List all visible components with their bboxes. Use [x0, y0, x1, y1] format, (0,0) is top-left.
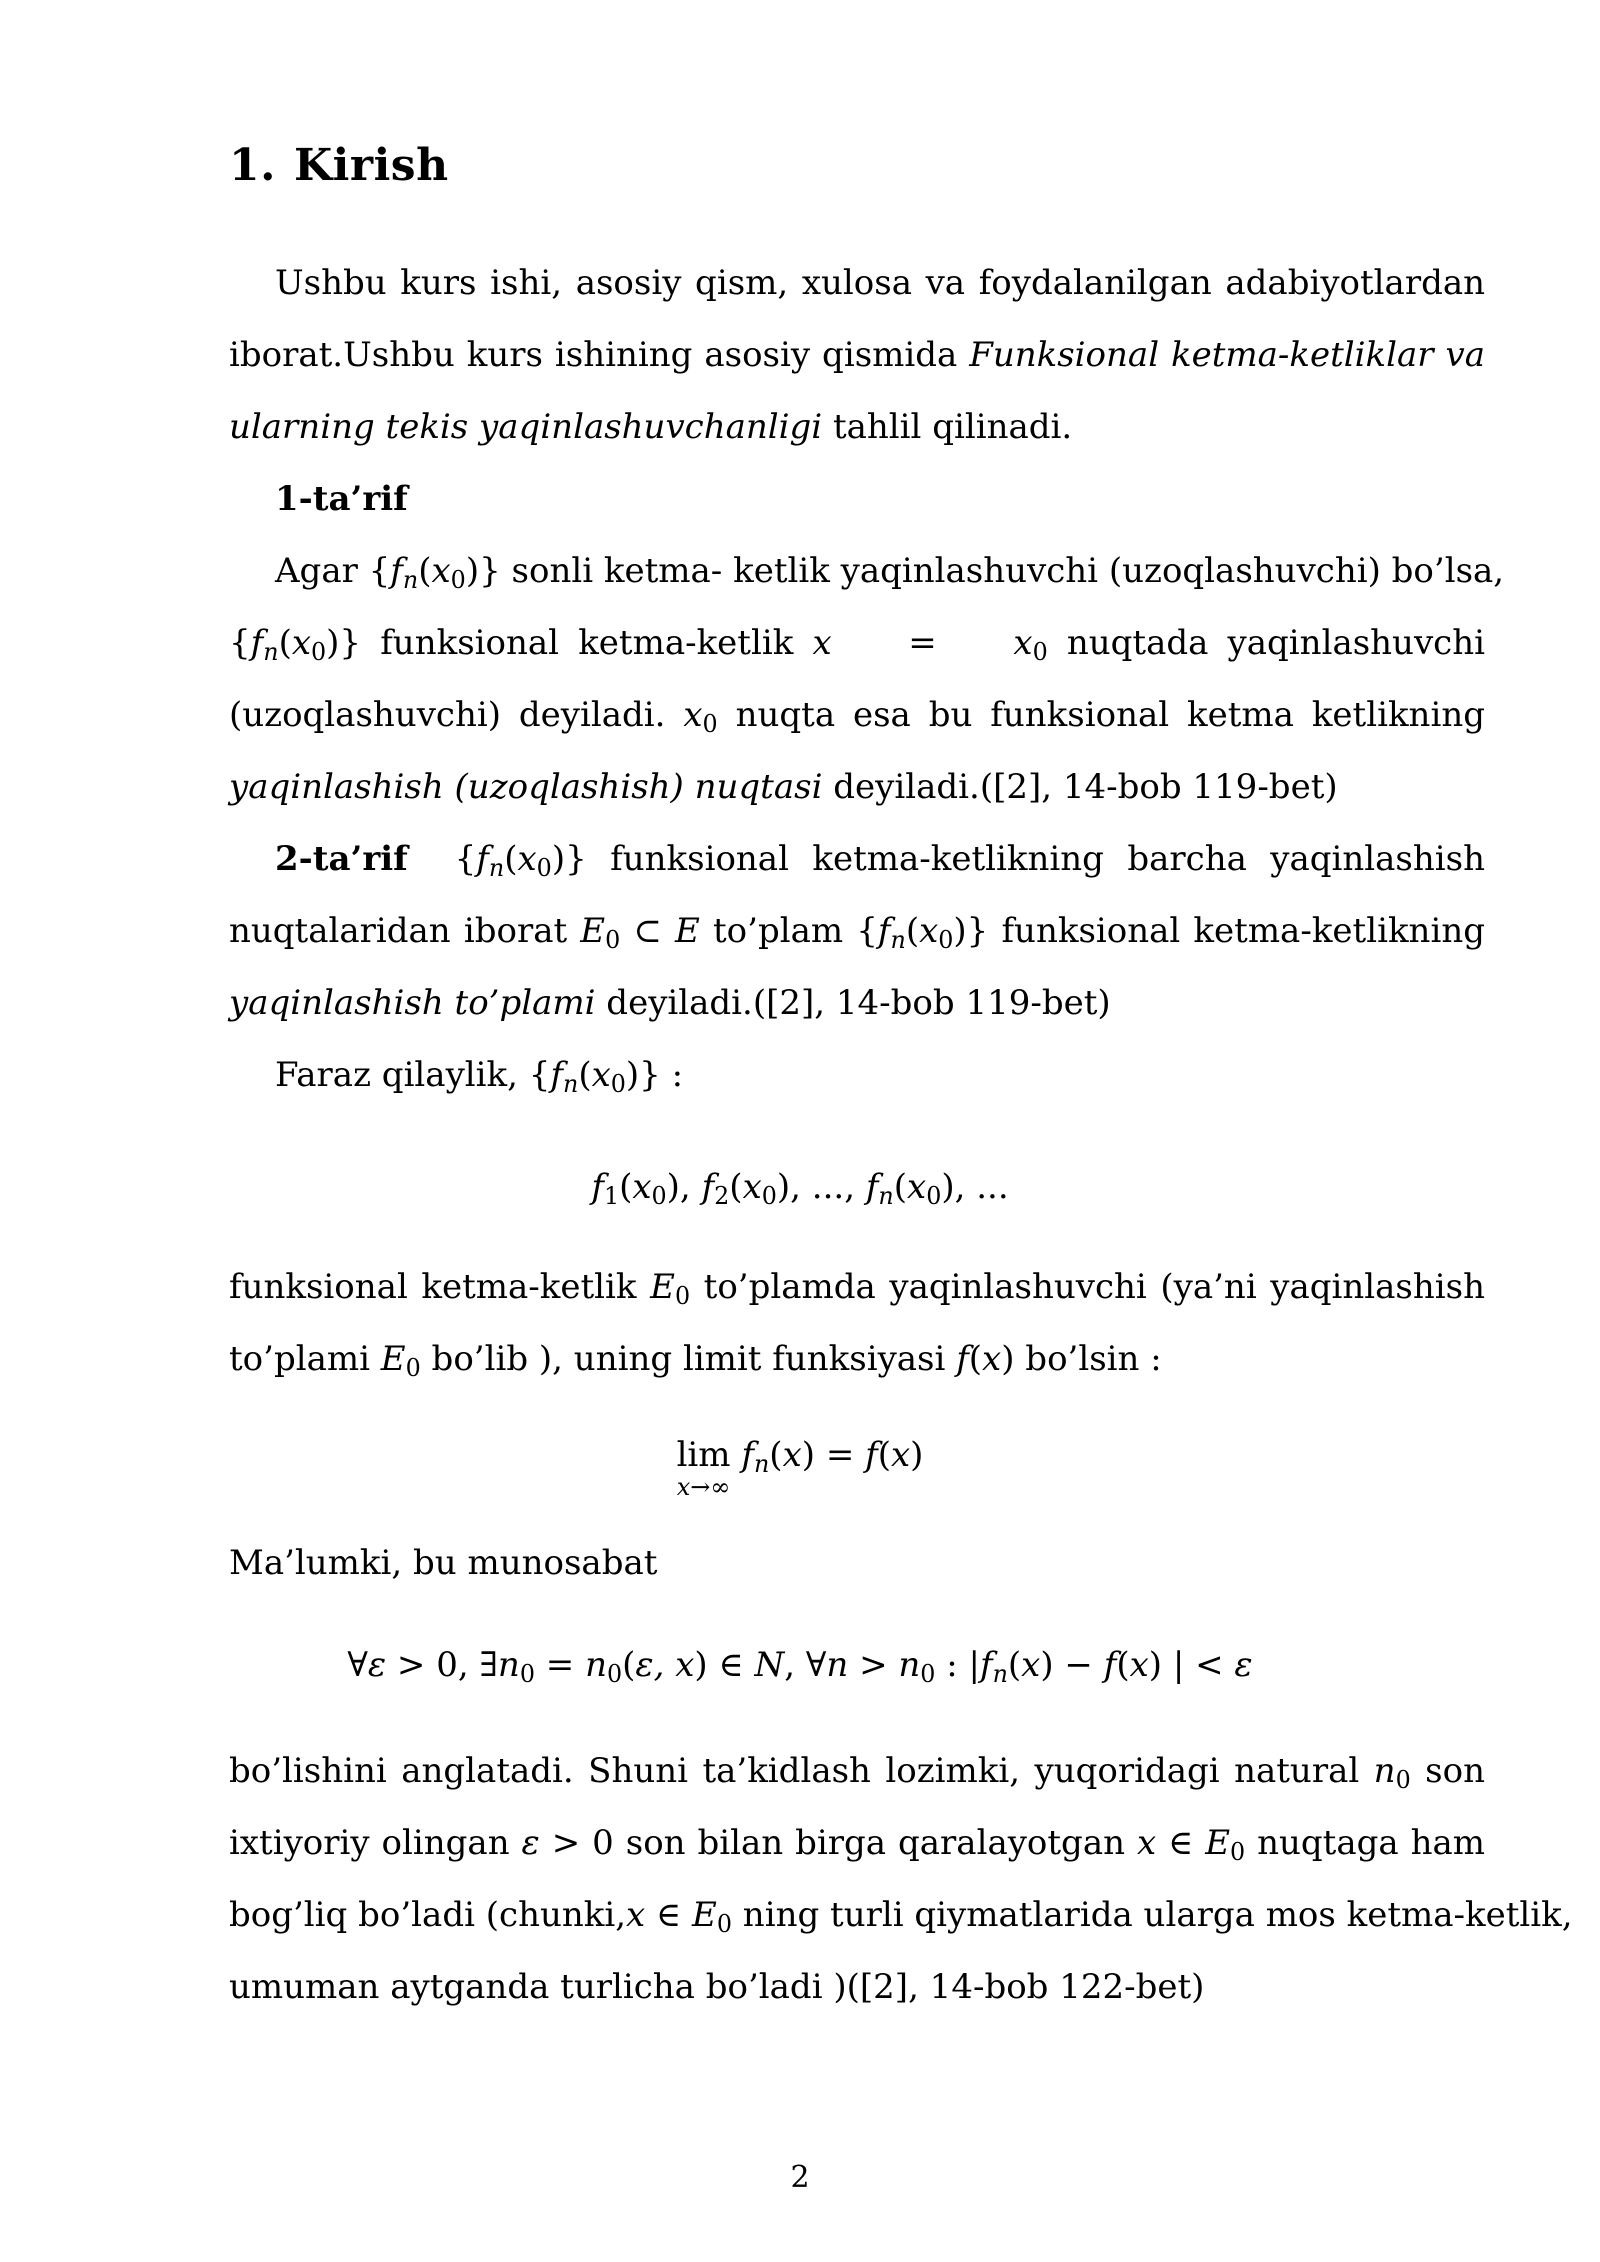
math-fn-x0-set: $\{f_n(x_0)\}$ [368, 551, 501, 594]
math-epsilon-gt-0: ε > 0 [521, 1823, 614, 1863]
definition-1-line-2: $\{f_n(x_0)\}$ funksional ketma-ketlik x = $x_0$ nuqtada yaqinlashuvchi [229, 623, 1485, 666]
math-fn-x0-set: $\{f_n(x_0)\}$ [454, 839, 587, 882]
math-e0: $E_0$ [650, 1267, 691, 1310]
paragraph-conclusion-line-3: bog’liq bo’ladi (chunki,x ∈ $E_0$ ning turli qiymatlarida ularga mos ketma-ketlik, [229, 1895, 1573, 1938]
math-fn-x0-set: $\{f_n(x_0)\}$ [528, 1055, 661, 1098]
paragraph-intro-line-3: ularning tekis yaqinlashuvchanligi tahlil qilinadi. [229, 407, 1073, 447]
math-fn-x0-set: $\{f_n(x_0)\}$ [856, 911, 989, 954]
math-n0: $n_0$ [1373, 1751, 1411, 1794]
paragraph-limit-line-2: to’plami $E_0$ bo’lib ), uning limit funksiyasi f(x) bo’lsin : [229, 1339, 1162, 1382]
malumki-line: Ma’lumki, bu munosabat [229, 1543, 658, 1583]
paragraph-intro-line-2: iborat.Ushbu kurs ishining asosiy qismida Funksional ketma-ketliklar va [229, 335, 1485, 375]
paragraph-limit-line-1: funksional ketma-ketlik $E_0$ to’plamda yaqinlashuvchi (ya’ni yaqinlashish [229, 1267, 1485, 1310]
math-x-equals-x0: x = $x_0$ [812, 623, 1048, 666]
section-title: Kirish [293, 140, 449, 191]
equation-limit: lim x→∞ $f_n(x) = f(x)$ [676, 1435, 924, 1501]
paragraph-conclusion-line-1: bo’lishini anglatadi. Shuni ta’kidlash lozimki, yuqoridagi natural $n_0$ son [229, 1751, 1485, 1794]
math-fn-x0-set: $\{f_n(x_0)\}$ [229, 623, 362, 666]
definition-2-line-3: yaqinlashish to’plami deyiladi.([2], 14-bob 119-bet) [229, 983, 1111, 1023]
definition-2-heading: 2-ta’rif [275, 839, 408, 879]
definition-1-heading: 1-ta’rif [275, 479, 408, 519]
paragraph-conclusion-line-2: ixtiyoriy olingan ε > 0 son bilan birga qaralayotgan x ∈ $E_0$ nuqtaga ham [229, 1823, 1485, 1866]
section-heading [229, 140, 449, 191]
definition-2-line-2: nuqtalaridan iborat $E_0$ ⊂ E to’plam $\{f_n(x_0)\}$ funksional ketma-ketlikning [229, 911, 1485, 954]
definition-1-line-3: (uzoqlashuvchi) deyiladi. $x_0$ nuqta esa bu funksional ketma ketlikning [229, 695, 1485, 738]
math-x-in-e0: x ∈ $E_0$ [626, 1895, 732, 1938]
section-number: 1. [229, 140, 276, 191]
page-number: 2 [790, 2160, 810, 2195]
definition-1-line-1: Agar $\{f_n(x_0)\}$ sonli ketma- ketlik yaqinlashuvchi (uzoqlashuvchi) bo’lsa, [275, 551, 1505, 594]
math-x-in-e0: x ∈ $E_0$ [1136, 1823, 1246, 1866]
faraz-line: Faraz qilaylik, $\{f_n(x_0)\}$ : [275, 1055, 684, 1098]
paragraph-intro-line-1: Ushbu kurs ishi, asosiy qism, xulosa va foydalanilgan adabiyotlardan [275, 263, 1485, 303]
math-x0: $x_0$ [683, 695, 718, 738]
equation-sequence: $f_1(x_0)$, $f_2(x_0)$, ..., $f_n(x_0)$, ... [591, 1167, 1009, 1210]
definition-1-line-4: yaqinlashish (uzoqlashish) nuqtasi deyiladi.([2], 14-bob 119-bet) [229, 767, 1338, 807]
definition-2-line-1: 2-ta’rif $\{f_n(x_0)\}$ funksional ketma-ketlikning barcha yaqinlashish [275, 839, 1486, 882]
equation-epsilon-condition: ∀ε > 0, $\exists n_0 = n_0(\varepsilon$, x) ∈ N, ∀n > $n_0$ : $|f_n(x) - f(x)$ | < ε [347, 1645, 1253, 1688]
paragraph-conclusion-line-4: umuman aytganda turlicha bo’ladi )([2], 14-bob 122-bet) [229, 1967, 1205, 2007]
math-e0-subset-e: $E_0$ ⊂ E [580, 911, 700, 954]
math-f-of-x: f(x) [956, 1339, 1015, 1379]
math-e0: $E_0$ [380, 1339, 421, 1382]
